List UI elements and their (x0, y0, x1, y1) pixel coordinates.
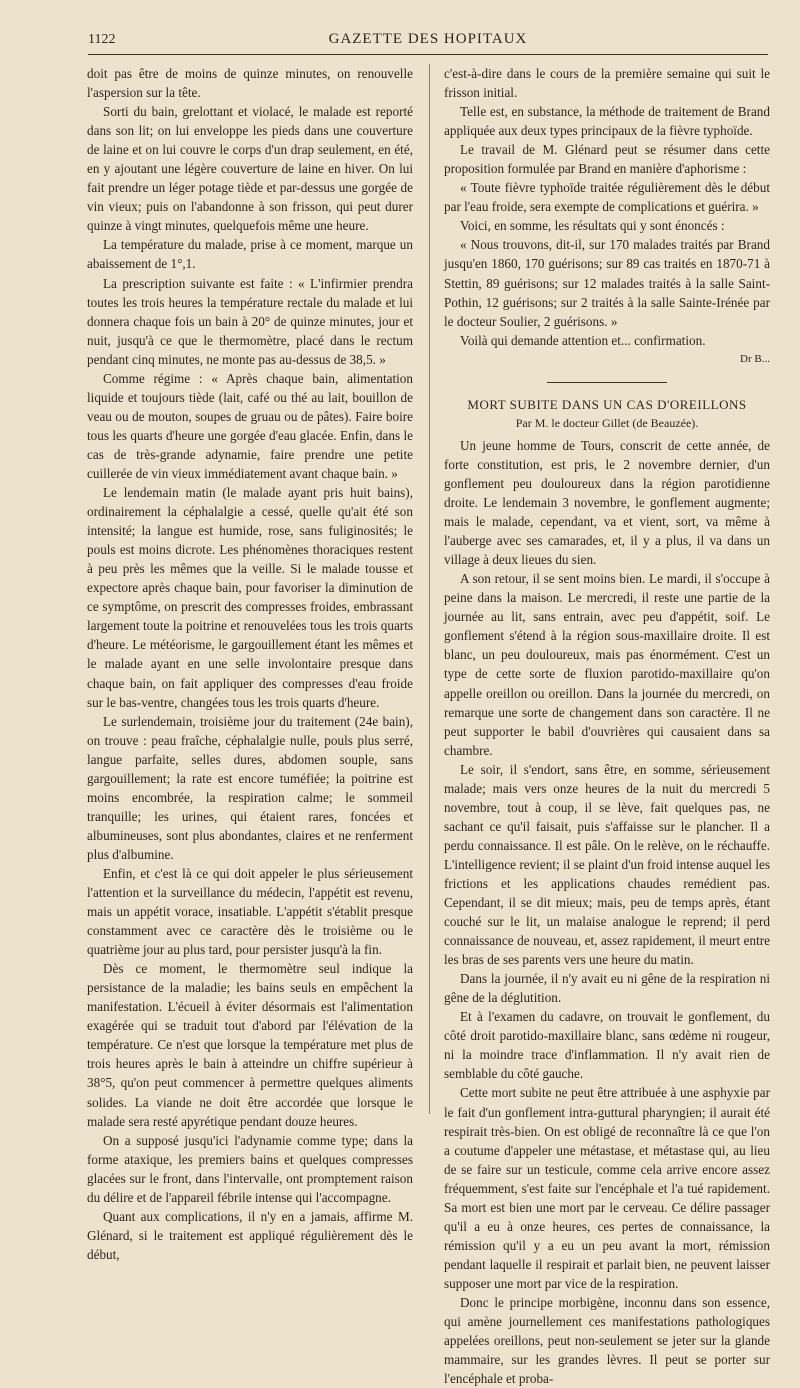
paragraph: Le surlendemain, troisième jour du traitement (24e bain), on trouve : peau fraîche, céphalalgie nulle, pouls plus serré, langue parfaite, selles dures, abdomen souple, sans gargouillement; la rate est encore tuméfiée; la poitrine est moins encombrée, la respiration calme; le sommeil tranquille; les urines, qui étaient rares, foncées et albumineuses, sont plus abondantes, claires et ne renferment plus d'albumine. (87, 713, 413, 862)
paragraph: Enfin, et c'est là ce qui doit appeler le plus sérieusement l'attention et la surveillance du médecin, l'appétit est revenu, mais un appétit vorace, insatiable. L'appétit s'établit presque constamment avec ce caractère dès le troisième ou le quatrième jour au plus tard, pour persister jusqu'à la fin. (87, 865, 413, 958)
paragraph: Voilà qui demande attention et... confirmation. (460, 332, 706, 348)
paragraph: « Toute fièvre typhoïde traitée régulièrement dès le début par l'eau froide, sera exempte de complications et guérira. » (444, 180, 770, 215)
paragraph: c'est-à-dire dans le cours de la première semaine qui suit le frisson initial. (444, 66, 770, 101)
paragraph: Le travail de M. Glénard peut se résumer dans cette proposition formulée par Brand en manière d'aphorisme : (444, 142, 770, 177)
article-title: MORT SUBITE DANS UN CAS D'OREILLONS (467, 396, 747, 412)
paragraph: Le lendemain matin (le malade ayant pris huit bains), ordinairement la céphalalgie a cessé, quelle qu'ait été son intensité; la langue est humide, rose, sans fuliginosités; le pouls est moins dicrote. Les phénomènes thoraciques restent à peu près les mêmes que la veille. Si le malade tousse et expectore après chaque bain, pour favoriser la diminution de ce symptôme, on prescrit des compresses froides, embrassant largement toute la poitrine et renouvelées tous les trois quarts d'heure. Le météorisme, le gargouillement étant les mêmes et le malade ayant en une selle involontaire presque dans chaque bain, on fait appliquer des compresses d'eau froide sur le bas-ventre, changées tous les trois quarts d'heure. (87, 485, 413, 710)
paragraph: Donc le principe morbigène, inconnu dans son essence, qui amène journellement ces manifestations pathologiques appelées oreillons, peut non-seulement se jeter sur la glande mammaire, sur les grandes lèvres. Il peut se porter sur l'encéphale et proba- (444, 1295, 770, 1387)
signature: Dr B... (740, 352, 770, 365)
paragraph: Un jeune homme de Tours, conscrit de cette année, de forte constitution, est pris, le 2 novembre dernier, d'un gonflement peu douloureux dans la région parotidienne droite. Le lendemain 3 novembre, le gonflement augmente; mais le malade, cependant, va et vient, sort, va même à l'auberge avec ses camarades, et, il y a plus, il va dans un village à deux lieues du sien. (444, 437, 770, 568)
page-header (88, 28, 768, 55)
paragraph: Dans la journée, il n'y avait eu ni gêne de la respiration ni gêne de la déglutition. (444, 971, 770, 1006)
paragraph: Dès ce moment, le thermomètre seul indique la persistance de la maladie; les bains seuls en empêchent la manifestation. L'écueil à éviter désormais est l'alimentation exagérée qui se traduit tout d'abord par l'élévation de la température. Ce n'est que lorsque la température met plus de trois heures après le bain à atteindre un chiffre supérieur à 38°5, qu'on peut commencer à permettre quelques aliments solides. La viande ne doit être accordée que lorsque le malade sera resté apyrétique pendant douze heures. (87, 961, 413, 1129)
section-divider (444, 372, 770, 391)
column-divider (429, 64, 430, 1114)
paragraph: Telle est, en substance, la méthode de traitement de Brand appliquée aux deux types principaux de la fièvre typhoïde. (444, 104, 770, 139)
paragraph: Comme régime : « Après chaque bain, alimentation liquide et toujours tiède (lait, café ou thé au lait, bouillon de veau ou de mouton, soupes de gruau ou de pâtes). Faire boire tous les quarts d'heure une gorgée d'eau glacée. Enfin, dans le cas de très-grande adynamie, faire prendre une petite cuillerée de vin vieux immédiatement avant chaque bain. » (87, 370, 413, 481)
paragraph: A son retour, il se sent moins bien. Le mardi, il s'occupe à peine dans la maison. Le mercredi, il reste une partie de la journée au lit, sans entrain, avec peu d'appétit, soif. Le gonflement s'étend à la région sous-maxillaire droite. Il est blanc, un peu douloureux, mais pas énormément. C'est un type de cette sorte de fluxion parotido-maxillaire qu'on appelle oreillon ou oreillon. Dans la journée du mercredi, on remarque une sorte de changement dans son caractère. Il ne peut supporter le babil d'ouvrières qui causaient dans sa chambre. (444, 571, 770, 758)
paragraph: Voici, en somme, les résultats qui y sont énoncés : (460, 218, 725, 234)
paragraph: Quant aux complications, il n'y en a jamais, affirme M. Glénard, si le traitement est appliqué régulièrement dès le début, (87, 1208, 413, 1262)
paragraph: On a supposé jusqu'ici l'adynamie comme type; dans la forme ataxique, les premiers bains et quelques compresses glacées sur le front, dans l'intervalle, ont promptement raison du délire et de l'appareil fébrile intense qui l'accompagne. (87, 1132, 413, 1205)
paragraph: Et à l'examen du cadavre, on trouvait le gonflement, du côté droit parotido-maxillaire blanc, sans œdème ni rougeur, ni la moindre trace d'inflammation. Il n'y avait rien de semblable du côté gauche. (444, 1009, 770, 1082)
paragraph: La prescription suivante est faite : « L'infirmier prendra toutes les trois heures la température rectale du malade et lui donnera chaque fois un bain à 20° de quinze minutes, jour et nuit, jusqu'à ce que le thermomètre, placé dans le rectum pendant cinq minutes, ne monte pas au-dessus de 38,5. » (87, 275, 413, 367)
left-column (87, 64, 413, 1262)
paragraph: Cette mort subite ne peut être attribuée à une asphyxie par le fait d'un gonflement intra-guttural pharyngien; il aurait été respirait très-bien. On est obligé de reconnaître là ce que l'on a coutume d'appeler une métastase, et métastase qui, au lieu de se faire sur un testicule, comme cela arrive encore assez fréquemment, s'est faite sur l'encéphale et l'a tué rapidement. Sa mort est bien une mort par le cerveau. Ce délire passager qu'il a eu à onze heures, ces pertes de connaissance, la rémission qu'il y a eu un peu avant la mort, rémission pendant laquelle il respirait et parlait bien, ne peuvent laisser supposer une mort par vice de la respiration. (444, 1085, 770, 1291)
right-column (444, 64, 770, 1387)
paragraph: Le soir, il s'endort, sans être, en somme, sérieusement malade; mais vers onze heures de la nuit du mercredi 5 novembre, tout à coup, il se lève, fait quelques pas, ne sachant ce qu'il faisait, puis s'affaisse sur le plancher. Il a perdu connaissance. Il est pâle. On le relève, on le réchauffe. L'intelligence revient; il se plaint d'un froid intense auquel les frictions et les applications chaudes remédient pas. Cependant, il se dit mieux; mais, peu de temps après, étant couché sur le lit, un malaise analogue le reprend; il perd connaissance de nouveau, et, assez rapidement, il meurt entre les bras de ses parents vers une heure du matin. (444, 761, 770, 968)
paragraph: « Nous trouvons, dit-il, sur 170 malades traités par Brand jusqu'en 1860, 170 guérisons; sur 89 cas traités en 1870-71 à Stettin, 89 guérisons; sur 12 malades traités à la salle Saint-Pothin, 12 guérisons; sur 2 traités à la salle Sainte-Irénée par le docteur Soulier, 2 guérisons. » (444, 237, 770, 329)
paragraph: doit pas être de moins de quinze minutes, on renouvelle l'aspersion sur la tête. (87, 66, 413, 101)
page-number: 1122 (88, 32, 116, 47)
journal-title: GAZETTE DES HOPITAUX (328, 31, 528, 47)
paragraph: La température du malade, prise à ce moment, marque un abaissement de 1°,1. (87, 237, 413, 272)
paragraph: Sorti du bain, grelottant et violacé, le malade est reporté dans son lit; on lui enveloppe les pieds dans une couverture de laine et on lui couvre le corps d'un drap seulement, en été, en y ajoutant une légère couverture de laine en hiver. On lui fait prendre un léger potage tiède et par-dessus une gorgée de vin vieux; puis on l'abandonne à son frisson, qui peut durer quinze à vingt minutes, quelquefois même une heure. (87, 104, 413, 234)
article-author: Par M. le docteur Gillet (de Beauzée). (515, 415, 699, 430)
